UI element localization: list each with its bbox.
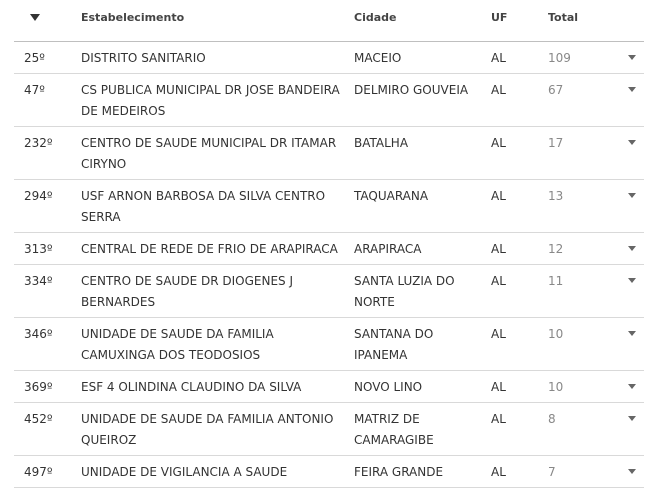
row-rank: 452º xyxy=(24,412,53,426)
sort-down-icon[interactable] xyxy=(30,14,40,21)
row-city: MACEIO xyxy=(354,51,402,65)
table-row[interactable] xyxy=(14,180,644,233)
row-total: 13 xyxy=(548,189,564,203)
row-rank: 25º xyxy=(24,51,45,65)
row-uf: AL xyxy=(491,189,506,203)
row-uf: AL xyxy=(491,465,506,479)
row-city: DELMIRO GOUVEIA xyxy=(354,83,469,97)
row-establishment: CENTRO DE SAUDE DR DIOGENES J BERNARDES xyxy=(81,274,293,309)
row-uf: AL xyxy=(491,274,506,288)
row-rank: 294º xyxy=(24,189,53,203)
expand-chevron-icon[interactable] xyxy=(628,278,636,283)
row-total: 8 xyxy=(548,412,556,426)
row-city: TAQUARANA xyxy=(354,189,429,203)
row-city: SANTA LUZIA DO NORTE xyxy=(354,274,455,309)
header-establishment[interactable]: Estabelecimento xyxy=(81,11,185,24)
row-uf: AL xyxy=(491,51,506,65)
row-total: 109 xyxy=(548,51,571,65)
row-total: 12 xyxy=(548,242,564,256)
expand-chevron-icon[interactable] xyxy=(628,331,636,336)
table-row[interactable] xyxy=(14,74,644,127)
row-total: 10 xyxy=(548,327,564,341)
table-row[interactable] xyxy=(14,318,644,371)
header-total[interactable]: Total xyxy=(548,11,579,24)
row-uf: AL xyxy=(491,380,506,394)
row-uf: AL xyxy=(491,83,506,97)
row-total: 10 xyxy=(548,380,564,394)
table-row[interactable] xyxy=(14,265,644,318)
expand-chevron-icon[interactable] xyxy=(628,384,636,389)
row-rank: 369º xyxy=(24,380,53,394)
table-row[interactable] xyxy=(14,403,644,456)
row-establishment: UNIDADE DE SAUDE DA FAMILIA CAMUXINGA DOS TEODOSIOS xyxy=(81,327,274,362)
row-rank: 334º xyxy=(24,274,53,288)
row-city: BATALHA xyxy=(354,136,409,150)
row-city: FEIRA GRANDE xyxy=(354,465,444,479)
expand-chevron-icon[interactable] xyxy=(628,193,636,198)
row-uf: AL xyxy=(491,136,506,150)
row-rank: 47º xyxy=(24,83,45,97)
row-total: 17 xyxy=(548,136,564,150)
row-total: 11 xyxy=(548,274,564,288)
table-row[interactable] xyxy=(14,233,644,265)
expand-chevron-icon[interactable] xyxy=(628,469,636,474)
row-uf: AL xyxy=(491,327,506,341)
row-uf: AL xyxy=(491,412,506,426)
row-establishment: UNIDADE DE SAUDE DA FAMILIA ANTONIO QUEIROZ xyxy=(81,412,334,447)
row-establishment: DISTRITO SANITARIO xyxy=(81,51,206,65)
expand-chevron-icon[interactable] xyxy=(628,246,636,251)
row-total: 67 xyxy=(548,83,564,97)
row-establishment: UNIDADE DE VIGILANCIA A SAUDE xyxy=(81,465,288,479)
expand-chevron-icon[interactable] xyxy=(628,416,636,421)
row-city: MATRIZ DE CAMARAGIBE xyxy=(354,412,434,447)
row-establishment: ESF 4 OLINDINA CLAUDINO DA SILVA xyxy=(81,380,302,394)
row-establishment: USF ARNON BARBOSA DA SILVA CENTRO SERRA xyxy=(81,189,326,224)
row-city: NOVO LINO xyxy=(354,380,423,394)
row-uf: AL xyxy=(491,242,506,256)
row-rank: 232º xyxy=(24,136,53,150)
header-uf[interactable]: UF xyxy=(491,11,508,24)
row-rank: 313º xyxy=(24,242,53,256)
table-row[interactable] xyxy=(14,371,644,403)
header-city[interactable]: Cidade xyxy=(354,11,397,24)
expand-chevron-icon[interactable] xyxy=(628,87,636,92)
row-establishment: CENTRAL DE REDE DE FRIO DE ARAPIRACA xyxy=(81,242,338,256)
expand-chevron-icon[interactable] xyxy=(628,55,636,60)
row-city: ARAPIRACA xyxy=(354,242,422,256)
row-total: 7 xyxy=(548,465,556,479)
row-rank: 346º xyxy=(24,327,53,341)
table-row[interactable] xyxy=(14,456,644,488)
table-row[interactable] xyxy=(14,127,644,180)
row-establishment: CENTRO DE SAUDE MUNICIPAL DR ITAMAR CIRYNO xyxy=(81,136,337,171)
table-row[interactable] xyxy=(14,42,644,74)
table-header xyxy=(14,0,644,42)
expand-chevron-icon[interactable] xyxy=(628,140,636,145)
row-rank: 497º xyxy=(24,465,53,479)
row-city: SANTANA DO IPANEMA xyxy=(354,327,434,362)
row-establishment: CS PUBLICA MUNICIPAL DR JOSE BANDEIRA DE MEDEIROS xyxy=(81,83,340,118)
